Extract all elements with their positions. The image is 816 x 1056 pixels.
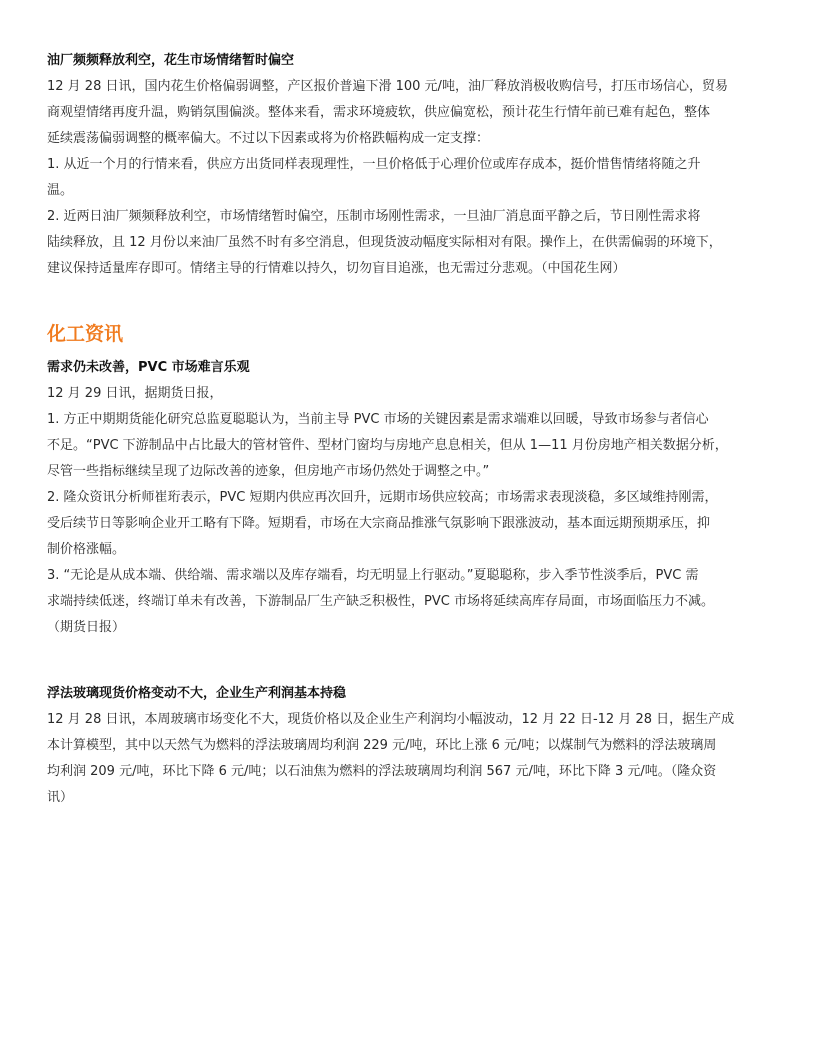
paragraph: [47, 381, 775, 407]
text-line: 温。: [47, 183, 74, 198]
paragraph: [47, 563, 775, 641]
article-title: 油厂频频释放利空，花生市场情绪暂时偏空: [47, 53, 295, 68]
text-line: 12 月 28 日讯，本周玻璃市场变化不大，现货价格以及企业生产利润均小幅波动，12 月 22 日-12 月 28 日，据生产成: [47, 712, 735, 727]
article-glass: [47, 683, 775, 805]
article-title: 浮法玻璃现货价格变动不大，企业生产利润基本持稳: [47, 686, 347, 701]
section-header: [47, 319, 123, 349]
section-title: 化工资讯: [47, 323, 124, 345]
text-line: 不足。“PVC 下游制品中占比最大的管材管件、型材门窗均与房地产息息相关，但从 1—11 月份房地产相关数据分析，: [47, 438, 728, 453]
text-line: 1. 方正中期期货能化研究总监夏聪聪认为，当前主导 PVC 市场的关键因素是需求端难以回暖，导致市场参与者信心: [47, 412, 709, 427]
article-peanut: [47, 50, 775, 276]
paragraph: [47, 407, 775, 485]
text-line: 均利润 209 元/吨，环比下降 6 元/吨；以石油焦为燃料的浮法玻璃周均利润 567 元/吨，环比下降 3 元/吨。（隆众资: [47, 764, 717, 779]
text-line: 2. 近两日油厂频频释放利空，市场情绪暂时偏空，压制市场刚性需求，一旦油厂消息面平静之后，节日刚性需求将: [47, 209, 701, 224]
text-line: 12 月 28 日讯，国内花生价格偏弱调整，产区报价普遍下滑 100 元/吨，油厂释放消极收购信号，打压市场信心，贸易: [47, 79, 728, 94]
text-line: 3. “无论是从成本端、供给端、需求端以及库存端看，均无明显上行驱动。”夏聪聪称，步入季节性淡季后，PVC 需: [47, 568, 699, 583]
article-title: 需求仍未改善，PVC 市场难言乐观: [47, 360, 250, 375]
paragraph: [47, 485, 775, 563]
text-line: （期货日报）: [47, 620, 126, 635]
article-pvc: [47, 357, 775, 635]
text-line: 尽管一些指标继续呈现了边际改善的迹象，但房地产市场仍然处于调整之中。”: [47, 464, 490, 479]
paragraph: [47, 152, 775, 204]
text-line: 制价格涨幅。: [47, 542, 126, 557]
paragraph: [47, 204, 775, 282]
text-line: 本计算模型，其中以天然气为燃料的浮法玻璃周均利润 229 元/吨，环比上涨 6 元/吨；以煤制气为燃料的浮法玻璃周: [47, 738, 717, 753]
text-line: 受后续节日等影响企业开工略有下降。短期看，市场在大宗商品推涨气氛影响下跟涨波动，基本面远期预期承压，抑: [47, 516, 711, 531]
paragraph: [47, 74, 775, 152]
text-line: 商观望情绪再度升温，购销氛围偏淡。整体来看，需求环境疲软，供应偏宽松，预计花生行情年前已难有起色，整体: [47, 105, 711, 120]
paragraph: [47, 707, 775, 811]
text-line: 2. 隆众资讯分析师崔珩表示，PVC 短期内供应再次回升，远期市场供应较高；市场需求表现淡稳，多区域维持刚需，: [47, 490, 718, 505]
text-line: 讯）: [47, 790, 74, 805]
text-line: 延续震荡偏弱调整的概率偏大。不过以下因素或将为价格跌幅构成一定支撑：: [47, 131, 490, 146]
text-line: 建议保持适量库存即可。情绪主导的行情难以持久，切勿盲目追涨，也无需过分悲观。（中国花生网）: [47, 261, 626, 276]
text-line: 求端持续低迷，终端订单未有改善，下游制品厂生产缺乏积极性，PVC 市场将延续高库存局面，市场面临压力不减。: [47, 594, 714, 609]
text-line: 1. 从近一个月的行情来看，供应方出货同样表现理性，一旦价格低于心理价位或库存成本，挺价惜售情绪将随之升: [47, 157, 701, 172]
text-line: 陆续释放，且 12 月份以来油厂虽然不时有多空消息，但现货波动幅度实际相对有限。操作上，在供需偏弱的环境下，: [47, 235, 722, 250]
text-line: 12 月 29 日讯，据期货日报，: [47, 386, 223, 401]
